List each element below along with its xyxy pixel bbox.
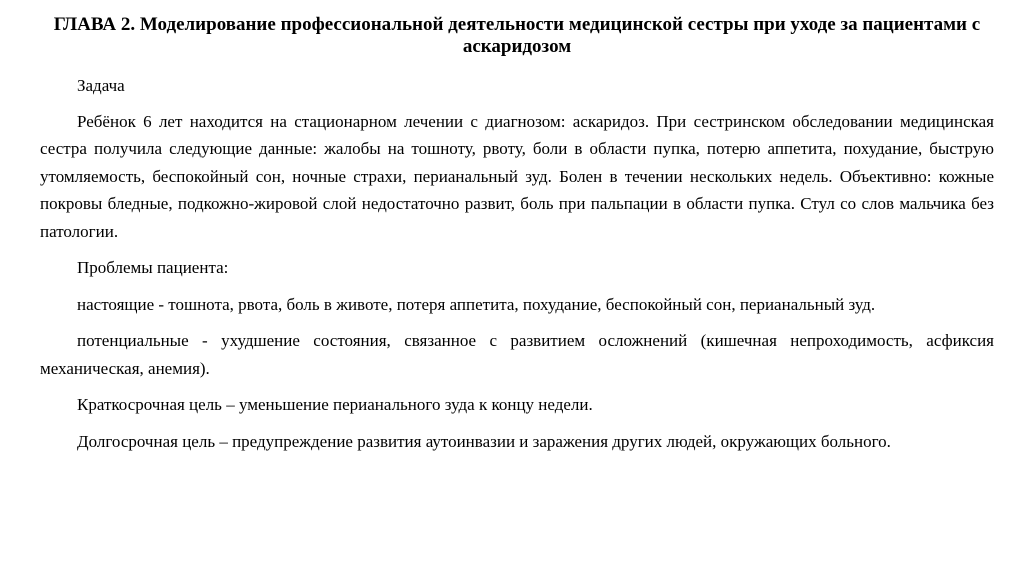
task-heading: Задача [77, 76, 125, 95]
long-term-goal-paragraph: Долгосрочная цель – предупреждение развития аутоинвазии и заражения других людей, окружающих больного. [77, 431, 891, 451]
chapter-title: ГЛАВА 2. Моделирование профессиональной деятельности медицинской сестры при уходе за пациентами с аскаридозом [53, 14, 981, 57]
patient-problems-heading: Проблемы пациента: [77, 258, 229, 277]
current-problems-paragraph: настоящие - тошнота, рвота, боль в животе, потеря аппетита, похудание, беспокойный сон, перианальный зуд. [77, 294, 876, 314]
potential-problems-paragraph: потенциальные - ухудшение состояния, связанное с развитием осложнений (кишечная непроходимость, асфиксия механическая, анемия). [40, 331, 994, 378]
case-description-paragraph: Ребёнок 6 лет находится на стационарном лечении с диагнозом: аскаридоз. При сестринском обследовании медицинская сестра получила следующие данные: жалобы на тошноту, рвоту, боли в области пупка, потерю аппетита, похудание, быструю утомляемость, беспокойный сон, ночные страхи, перианальный зуд. Болен в течении нескольких недель. Объективно: кожные покровы бледные, подкожно-жировой слой недостаточно развит, боль при пальпации в области пупка. Стул со слов мальчика без патологии. [40, 111, 994, 241]
short-term-goal-paragraph: Краткосрочная цель – уменьшение перианального зуда к концу недели. [77, 395, 593, 414]
